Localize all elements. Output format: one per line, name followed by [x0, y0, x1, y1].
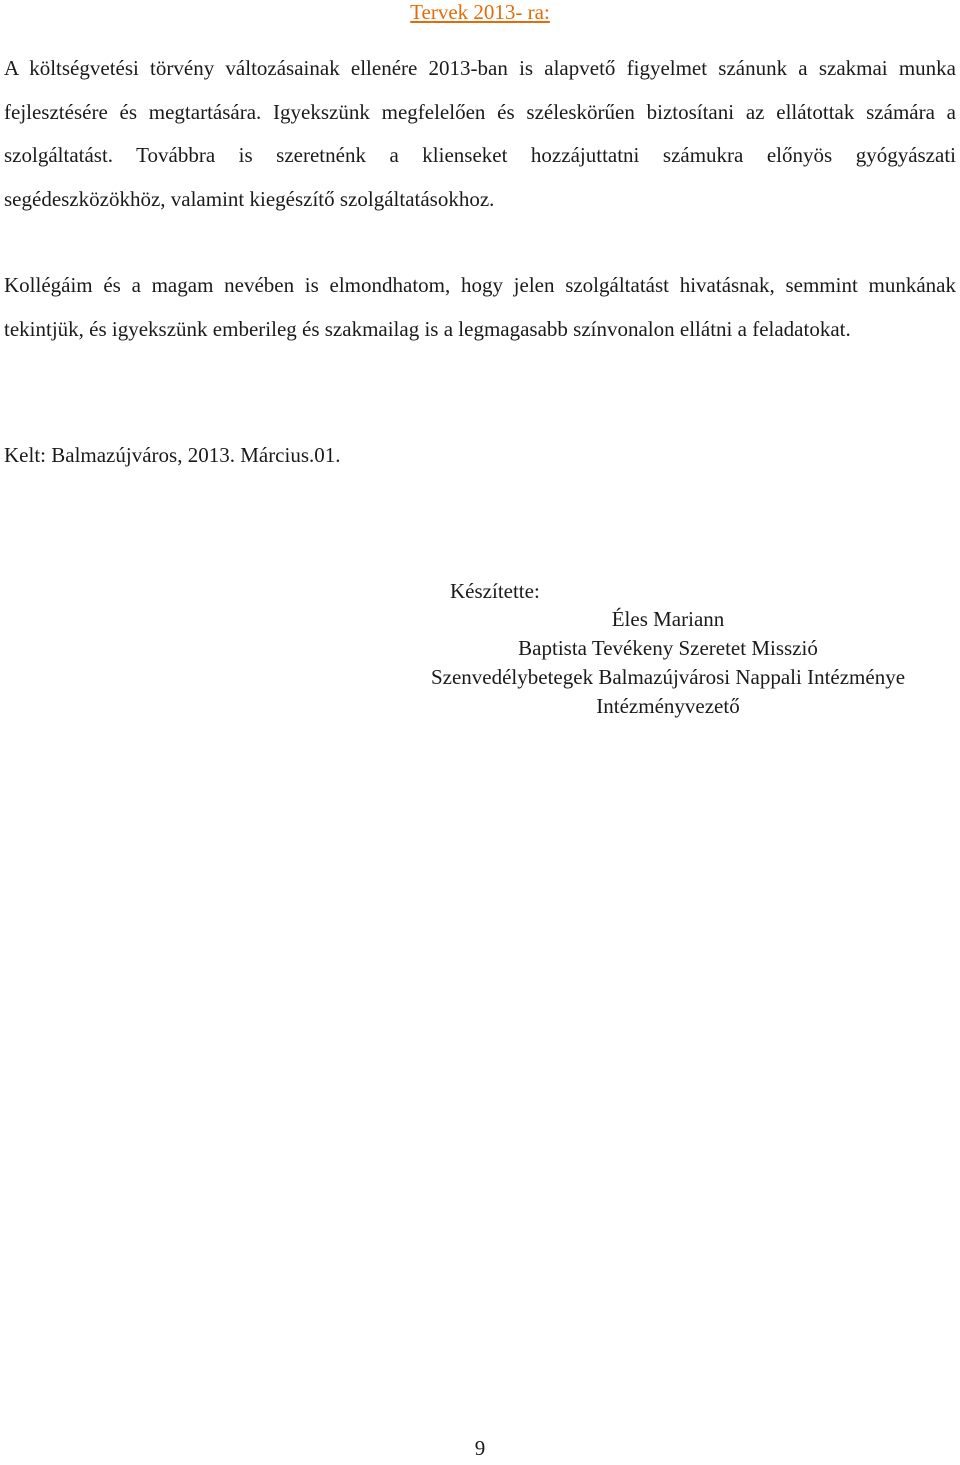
paragraph-colleagues: Kollégáim és a magam nevében is elmondhatom, hogy jelen szolgáltatást hivatásnak, semmint munkának tekintjük, és igyekszünk emberileg és szakmailag is a legmagasabb színvonalon ellátni a feladatokat. [4, 273, 956, 341]
signatory-role: Intézményvezető [596, 694, 740, 718]
signatory-name: Éles Mariann [611, 607, 725, 631]
section-heading: Tervek 2013- ra: [410, 0, 550, 24]
signatory-institution: Szenvedélybetegek Balmazújvárosi Nappali Intézménye [430, 665, 906, 689]
signatory-organization: Baptista Tevékeny Szeretet Misszió [518, 636, 818, 660]
page-number: 9 [474, 1436, 486, 1460]
paragraph-budget-plans: A költségvetési törvény változásainak ellenére 2013-ban is alapvető figyelmet szánunk a szakmai munka fejlesztésére és megtartására. Igyekszünk megfelelően és széleskörűen biztosítani az ellátottak számára a szolgáltatást. Továbbra is szeretnénk a klienseket hozzájuttatni számukra előnyös gyógyászati segédeszközökhöz, valamint kiegészítő szolgáltatásokhoz. [4, 56, 956, 211]
prepared-by-label: Készítette: [450, 579, 540, 603]
signature-block [380, 605, 956, 721]
dateline: Kelt: Balmazújváros, 2013. Március.01. [4, 443, 341, 467]
